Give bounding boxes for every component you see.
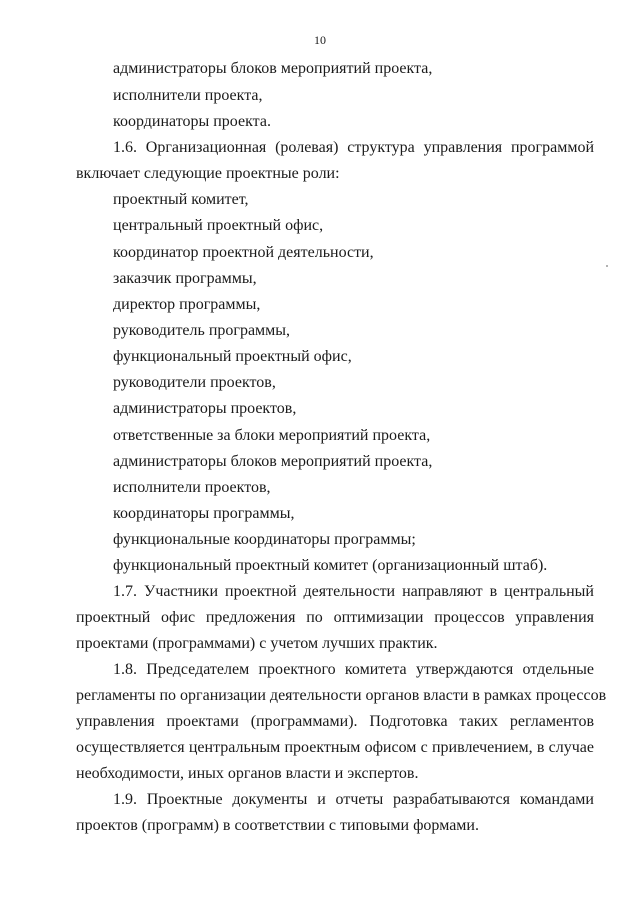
role-item: администраторы проектов, [113,400,297,417]
paragraph-1-8-line: 1.8. Председателем проектного комитета утверждаются отдельные [113,661,594,678]
role-item: руководители проектов, [113,374,276,391]
role-item: ответственные за блоки мероприятий проекта, [113,427,431,444]
role-item: функциональные координаторы программы; [113,531,416,548]
role-item: руководитель программы, [113,322,291,339]
paragraph-1-6-line: 1.6. Организационная (ролевая) структура управления программой [113,139,594,156]
list-item: исполнители проекта, [113,87,263,104]
list-item: администраторы блоков мероприятий проекта, [113,60,433,77]
role-item: администраторы блоков мероприятий проекта, [113,453,433,470]
paragraph-1-6-line: включает следующие проектные роли: [76,165,340,182]
role-item: центральный проектный офис, [113,217,324,234]
role-item: координатор проектной деятельности, [113,244,374,261]
role-item: координаторы программы, [113,505,295,522]
role-item: директор программы, [113,296,261,313]
paragraph-1-7-line: 1.7. Участники проектной деятельности направляют в центральный [113,583,594,600]
list-item: координаторы проекта. [113,113,271,130]
scan-speck [606,265,608,267]
paragraph-1-8-line: регламенты по организации деятельности органов власти в рамках процессов [76,687,607,704]
role-item: функциональный проектный комитет (организационный штаб). [113,557,548,574]
paragraph-1-8-line: управления проектами (программами). Подготовка таких регламентов [76,713,594,730]
paragraph-1-7-line: проектами (программами) с учетом лучших практик. [76,635,438,652]
page-number: 10 [314,33,326,47]
role-item: исполнители проектов, [113,479,271,496]
role-item: функциональный проектный офис, [113,348,352,365]
paragraph-1-9-line: проектов (программ) в соответствии с типовыми формами. [76,817,479,834]
paragraph-1-7-line: проектный офис предложения по оптимизации процессов управления [76,609,594,626]
paragraph-1-9-line: 1.9. Проектные документы и отчеты разрабатываются командами [113,791,594,808]
paragraph-1-8-line: необходимости, иных органов власти и экспертов. [76,765,419,782]
paragraph-1-8-line: осуществляется центральным проектным офисом с привлечением, в случае [76,739,594,756]
role-item: проектный комитет, [113,191,249,208]
role-item: заказчик программы, [113,270,257,287]
